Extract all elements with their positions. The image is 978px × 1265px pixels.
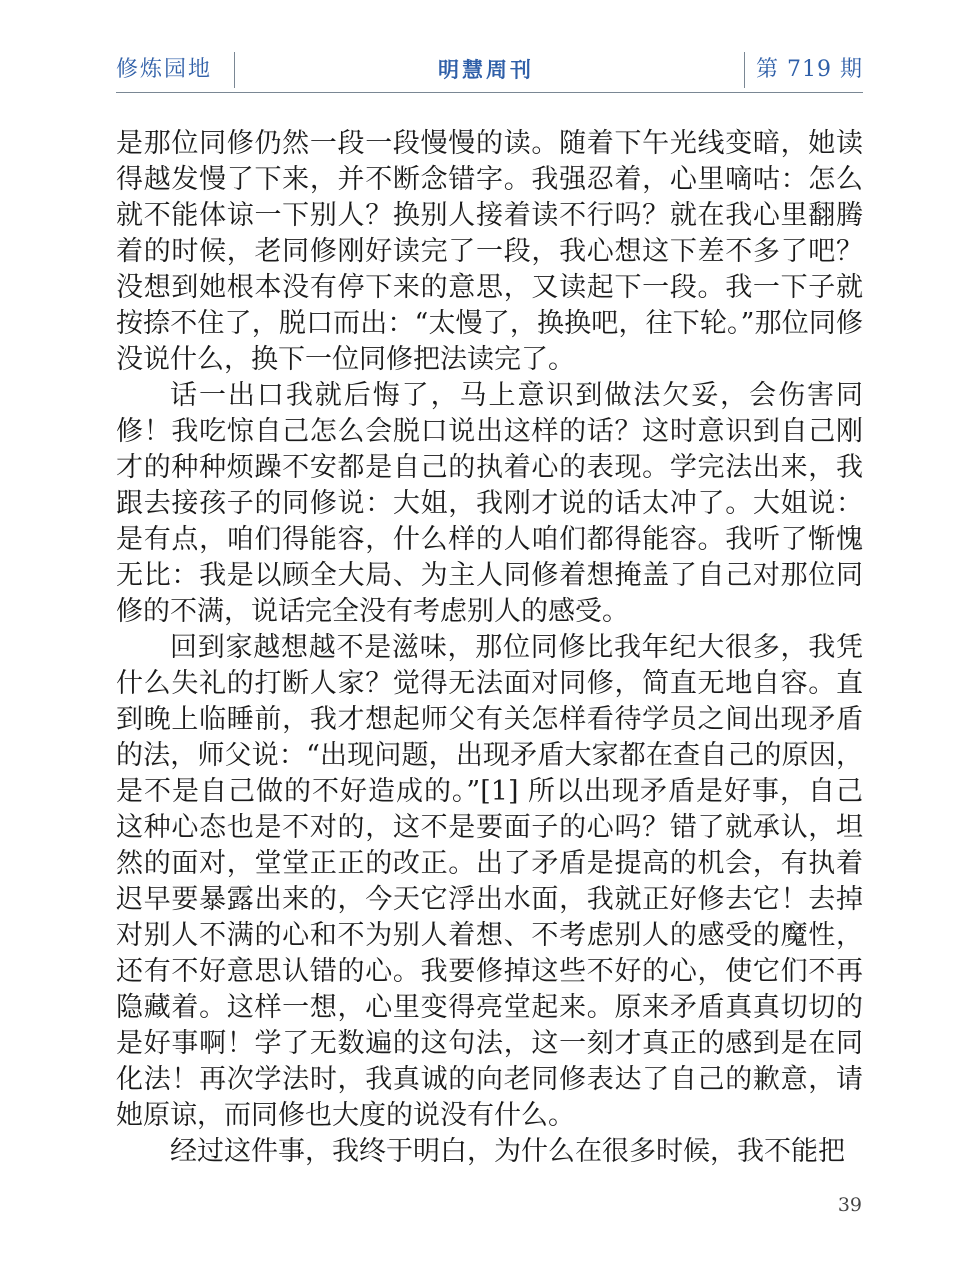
paragraph-1: 是那位同修仍然一段一段慢慢的读。随着下午光线变暗，她读得越发慢了下来，并不断念错字。我强忍着，心里嘀咕：怎么就不能体谅一下别人？换别人接着读不行吗？就在我心里翻腾着的时候，老同修刚好读完了一段，我心想这下差不多了吧？没想到她根本没有停下来的意思，又读起下一段。我一下子就按捺不住了，脱口而出：“太慢了，换换吧，往下轮。”那位同修没说什么，换下一位同修把法读完了。 <box>116 128 863 375</box>
paragraph-4: 经过这件事，我终于明白，为什么在很多时候，我不能把 <box>170 1136 845 1167</box>
issue-number: 第 719 期 <box>744 52 863 88</box>
article-body <box>116 126 863 1170</box>
page-number: 39 <box>837 1194 862 1216</box>
paragraph-3: 回到家越想越不是滋味，那位同修比我年纪大很多，我凭什么失礼的打断人家？觉得无法面对同修，简直无地自容。直到晚上临睡前，我才想起师父有关怎样看待学员之间出现矛盾的法，师父说：“出现问题，出现矛盾大家都在查自己的原因，是不是自己做的不好造成的。”[1] 所以出现矛盾是好事，自己这种心态也是不对的，这不是要面子的心吗？错了就承认，坦然的面对，堂堂正正的改正。出了矛盾是提高的机会，有执着迟早要暴露出来的，今天它浮出水面，我就正好修去它！去掉对别人不满的心和不为别人着想、不考虑别人的感受的魔性，还有不好意思认错的心。我要修掉这些不好的心，使它们不再隐藏着。这样一想，心里变得亮堂起来。原来矛盾真真切切的是好事啊！学了无数遍的这句法，这一刻才真正的感到是在同化法！再次学法时，我真诚的向老同修表达了自己的歉意，请她原谅，而同修也大度的说没有什么。 <box>116 632 863 1131</box>
section-title: 修炼园地 <box>116 52 235 88</box>
page-header <box>116 52 863 93</box>
paragraph-2: 话一出口我就后悔了，马上意识到做法欠妥，会伤害同修！我吃惊自己怎么会脱口说出这样的话？这时意识到自己刚才的种种烦躁不安都是自己的执着心的表现。学完法出来，我跟去接孩子的同修说：大姐，我刚才说的话太冲了。大姐说：是有点，咱们得能容，什么样的人咱们都得能容。我听了惭愧无比：我是以顾全大局、为主人同修着想掩盖了自己对那位同修的不满，说话完全没有考虑别人的感受。 <box>116 380 863 627</box>
publication-title: 明慧周刊 <box>438 57 534 82</box>
